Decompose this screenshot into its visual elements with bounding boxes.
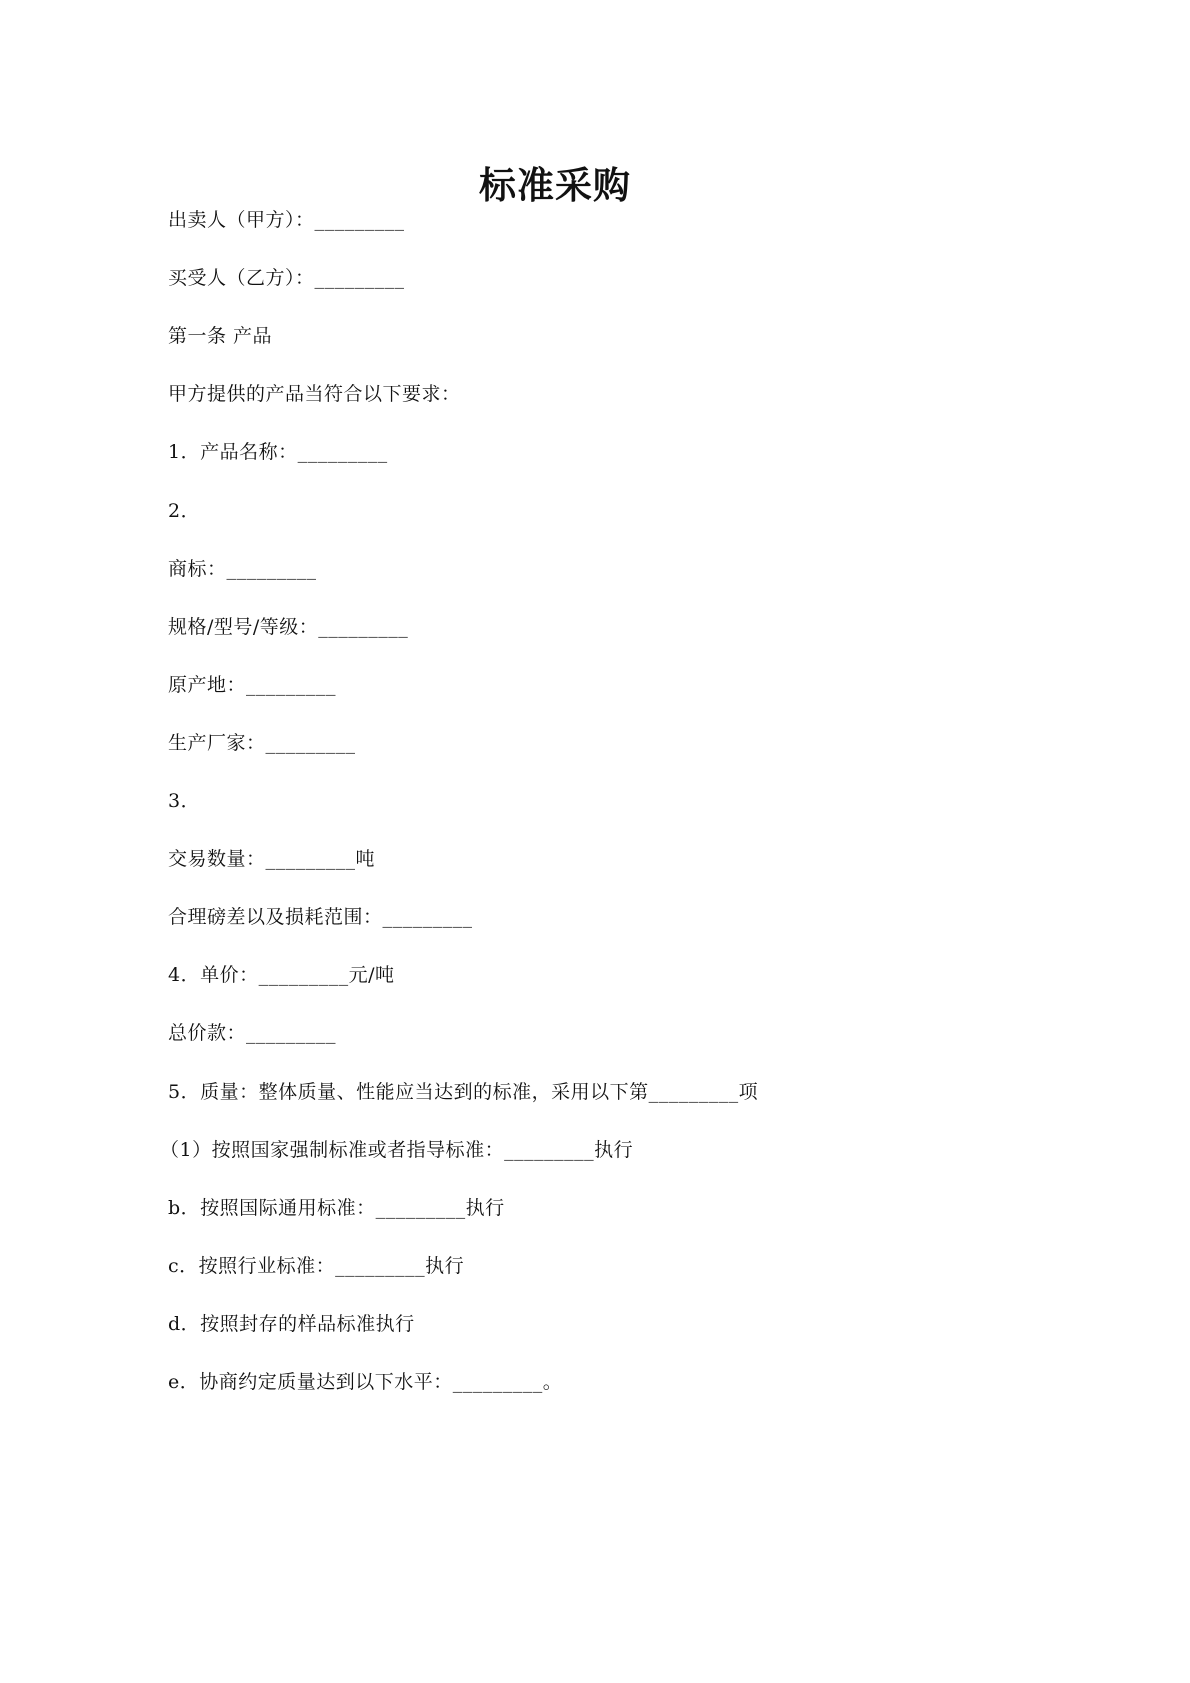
document-line: c．按照行业标准：_________执行 bbox=[168, 1254, 465, 1277]
document-line: 总价款：_________ bbox=[168, 1022, 337, 1045]
document-line: 出卖人（甲方）：_________ bbox=[168, 209, 405, 231]
document-line: e．协商约定质量达到以下水平：_________。 bbox=[168, 1371, 563, 1393]
document-line: 4．单价：_________元/吨 bbox=[168, 964, 395, 987]
document-line: 买受人（乙方）：_________ bbox=[168, 267, 405, 290]
document-line: 合理磅差以及损耗范围：_________ bbox=[168, 906, 473, 929]
document-line: 规格/型号/等级：_________ bbox=[168, 615, 409, 638]
document-line: 第一条 产品 bbox=[168, 325, 273, 348]
document-line: 5．质量：整体质量、性能应当达到的标准，采用以下第_________项 bbox=[168, 1080, 759, 1103]
document-line: 甲方提供的产品当符合以下要求： bbox=[168, 383, 461, 406]
document-line: 3． bbox=[168, 790, 201, 812]
document-line: 原产地：_________ bbox=[168, 673, 337, 696]
document-line: 生产厂家：_________ bbox=[168, 731, 356, 754]
document-line: 2． bbox=[168, 499, 201, 522]
document-line: （1）按照国家强制标准或者指导标准：_________执行 bbox=[160, 1138, 634, 1161]
document-title: 标准采购 bbox=[479, 164, 631, 207]
document-line: 1．产品名称：_________ bbox=[168, 441, 388, 464]
document-line: 交易数量：_________吨 bbox=[168, 848, 376, 871]
document-line: 商标：_________ bbox=[168, 557, 317, 580]
document-line: b．按照国际通用标准：_________执行 bbox=[168, 1196, 505, 1219]
document-line: d．按照封存的样品标准执行 bbox=[168, 1312, 415, 1335]
